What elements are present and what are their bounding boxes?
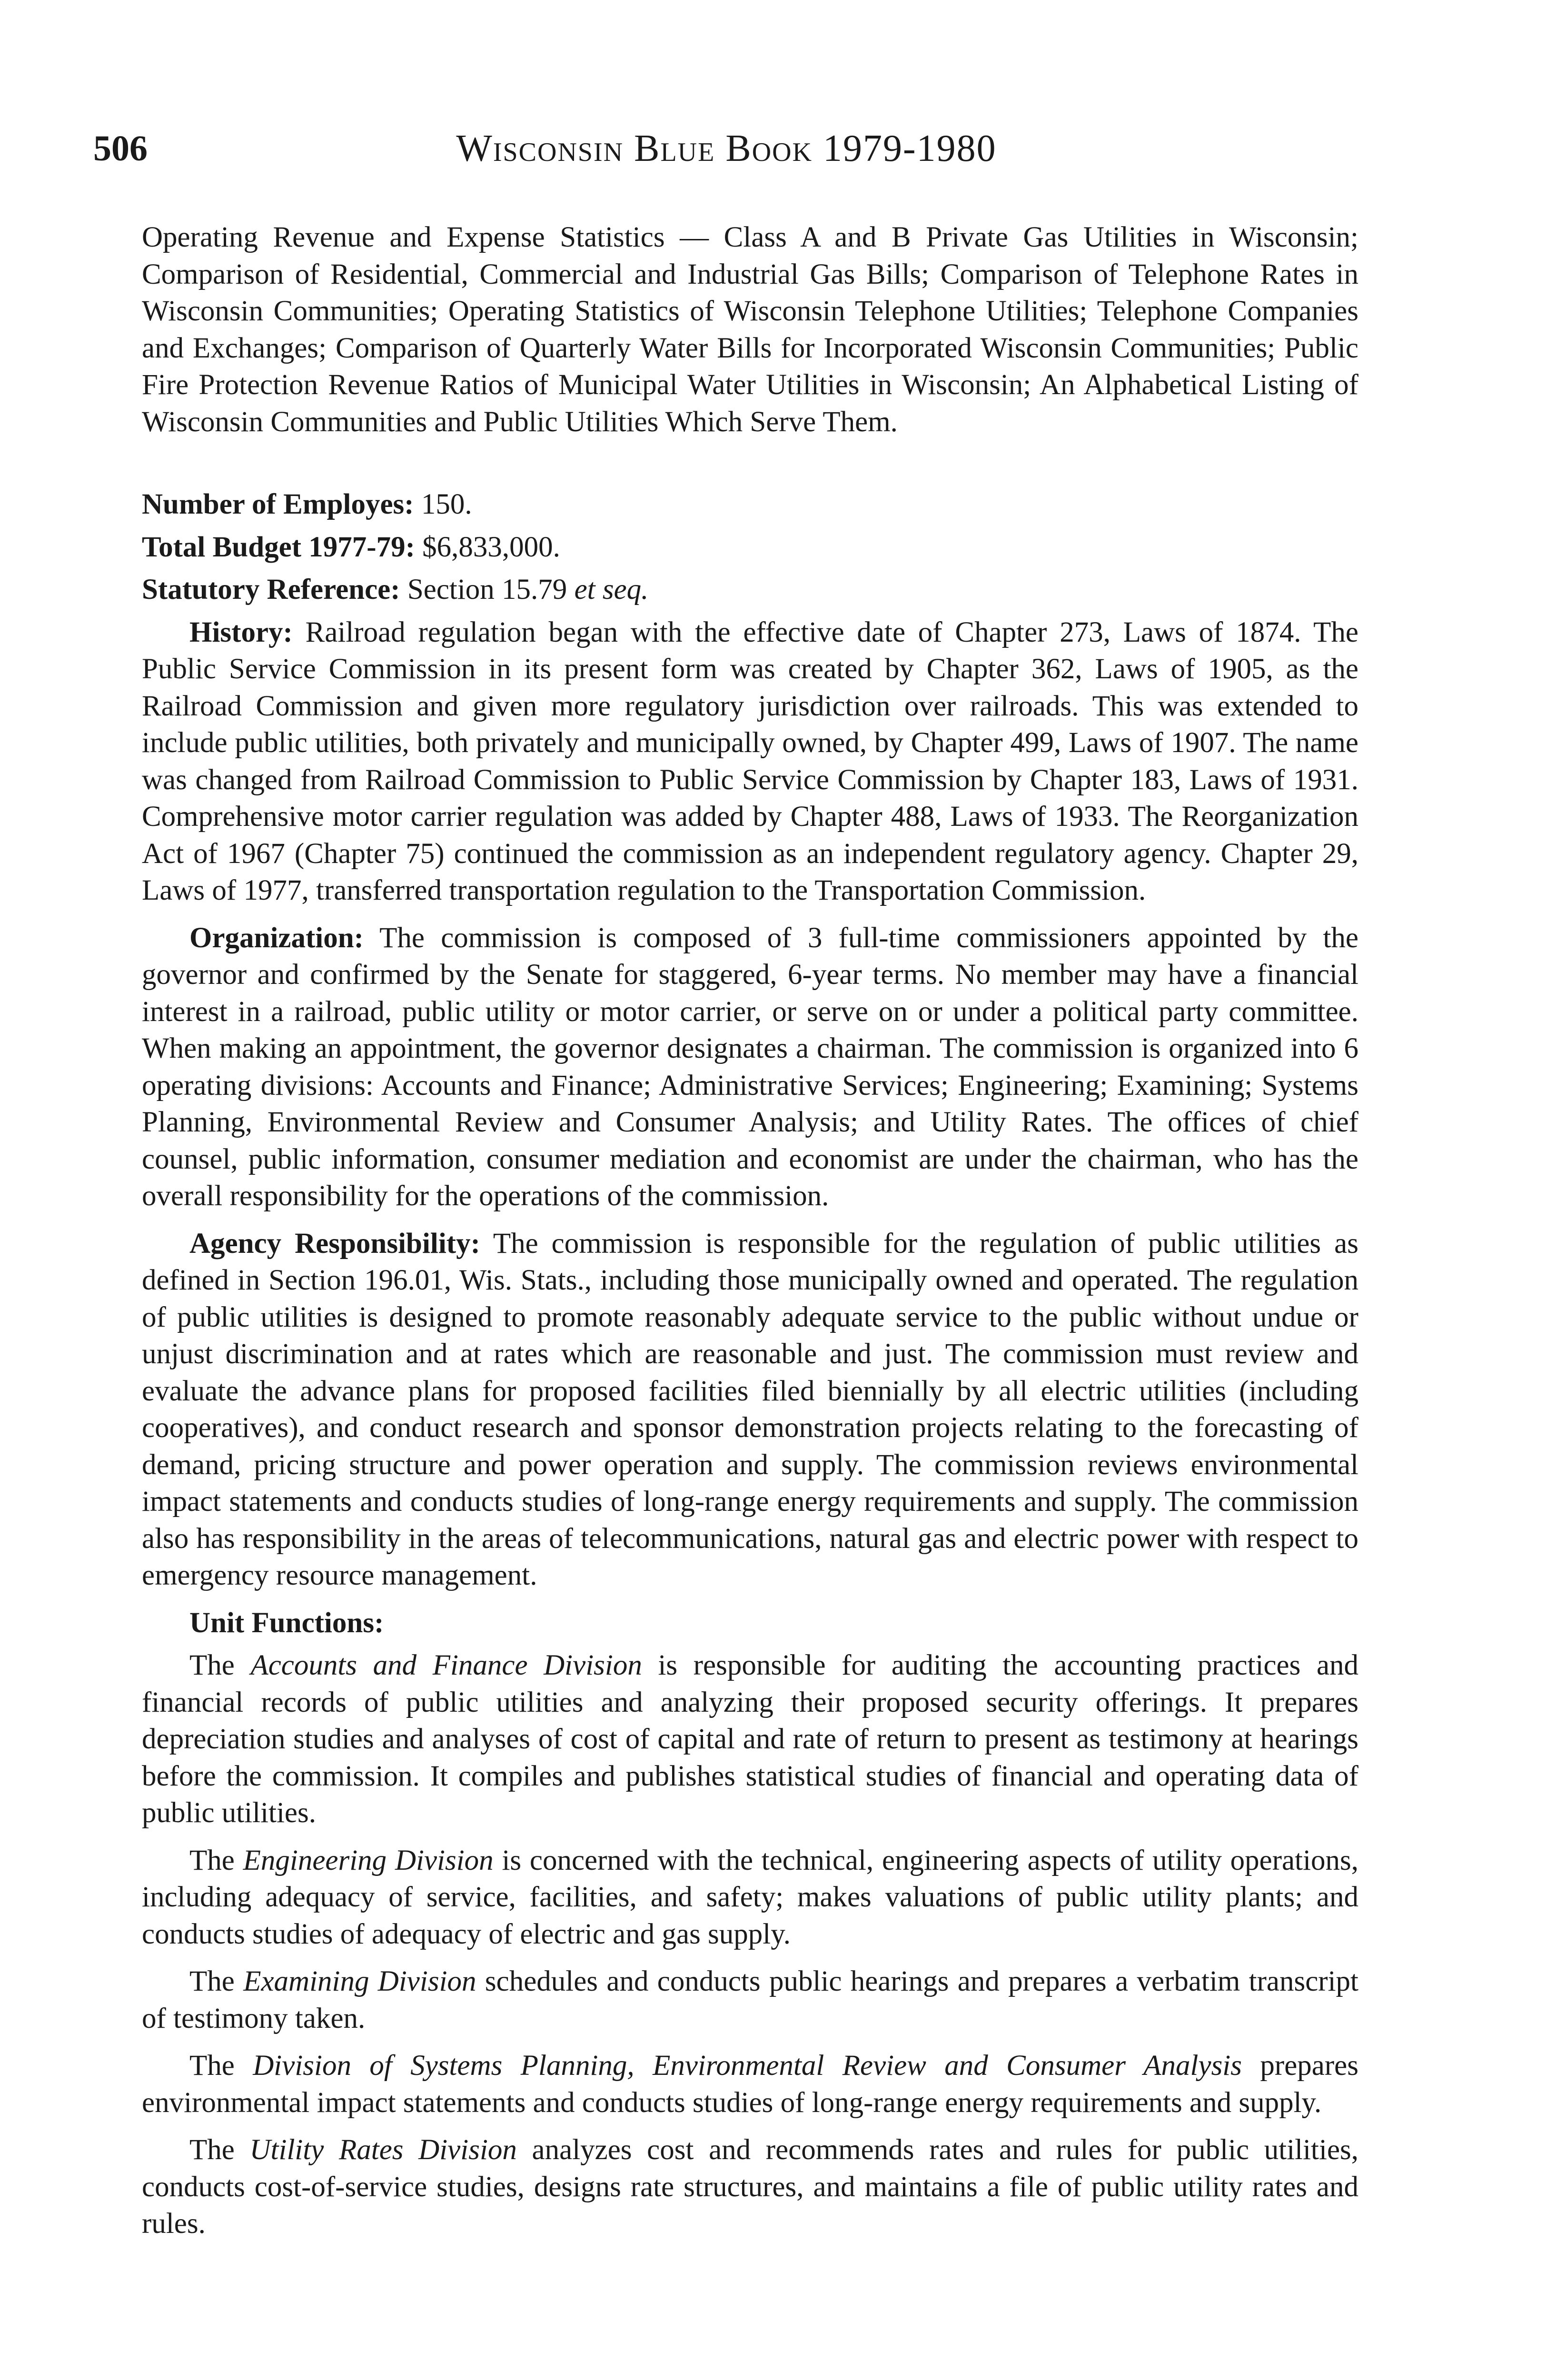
unit-function-text: schedules and conducts public hearings and prepares a verbatim transcript of testimony taken. xyxy=(142,1965,1359,2034)
division-name: Examining Division xyxy=(243,1965,476,1997)
unit-function-lead: The xyxy=(189,1844,235,1876)
statutory-line xyxy=(142,571,1358,608)
history-paragraph xyxy=(142,614,1358,909)
unit-function-examining xyxy=(142,1963,1358,2037)
page-header xyxy=(93,125,1359,172)
history-label: History: xyxy=(189,616,293,648)
unit-function-text: analyzes cost and recommends rates and rules for public utilities, conducts cost-of-service studies, designs rate structures, and maintains a file of public utility rates and rules. xyxy=(142,2134,1359,2240)
employees-line xyxy=(142,486,1358,523)
agency-responsibility-text: The commission is responsible for the regulation of public utilities as defined in Section 196.01, Wis. Stats., including those municipally owned and operated. The regulation of public utilities is designed to promote reasonably adequate service to the public without undue or unjust discrimination and at rates which are reasonable and just. The commission must review and evaluate the advance plans for proposed facilities filed biennially by all electric utilities (including cooperatives), and conduct research and sponsor demonstration projects relating to the forecasting of demand, pricing structure and power operation and supply. The commission reviews environmental impact statements and conducts studies of long-range energy requirements and supply. The commission also has responsibility in the areas of telecommunications, natural gas and electric power with respect to emergency resource management. xyxy=(142,1227,1358,1591)
statutory-value: Section 15.79 xyxy=(407,574,567,605)
unit-function-text: is concerned with the technical, engineering aspects of utility operations, including adequacy of service, facilities, and safety; makes valuations of public utility plants; and conducts studies of adequacy of electric and gas supply. xyxy=(142,1844,1359,1950)
unit-function-utility-rates xyxy=(142,2132,1358,2242)
statutory-suffix: et seq. xyxy=(574,574,649,605)
intro-text: Operating Revenue and Expense Statistics — Class A and B Private Gas Utilities in Wisconsin; Comparison of Residential, Commercial and Industrial Gas Bills; Comparison of Telephone Rates in Wisconsin Communities; Operating Statistics of Wisconsin Telephone Utilities; Telephone Companies and Exchanges; Comparison of Quarterly Water Bills for Incorporated Wisconsin Communities; Public Fire Protection Revenue Ratios of Municipal Water Utilities in Wisconsin; An Alphabetical Listing of Wisconsin Communities and Public Utilities Which Serve Them. xyxy=(142,221,1358,438)
unit-function-lead: The xyxy=(189,1649,235,1681)
unit-function-lead: The xyxy=(189,2134,235,2166)
division-name: Engineering Division xyxy=(243,1844,494,1876)
unit-function-lead: The xyxy=(189,1965,235,1997)
division-name: Accounts and Finance Division xyxy=(250,1649,642,1681)
agency-responsibility-label: Agency Responsibility: xyxy=(189,1227,480,1259)
employees-value: 150. xyxy=(421,488,472,520)
budget-label: Total Budget 1977-79: xyxy=(142,531,415,563)
unit-function-text: is responsible for auditing the accounting practices and financial records of public utilities and analyzing their proposed security offerings. It prepares depreciation studies and analyses of cost of capital and rate of return to present as testimony at hearings before the commission. It compiles and publishes statistical studies of financial and operating data of public utilities. xyxy=(142,1649,1359,1829)
budget-value: $6,833,000. xyxy=(422,531,560,563)
history-text: Railroad regulation began with the effective date of Chapter 273, Laws of 1874. The Public Service Commission in its present form was created by Chapter 362, Laws of 1905, as the Railroad Commission and given more regulatory jurisdiction over railroads. This was extended to include public utilities, both privately and municipally owned, by Chapter 499, Laws of 1907. The name was changed from Railroad Commission to Public Service Commission by Chapter 183, Laws of 1931. Comprehensive motor carrier regulation was added by Chapter 488, Laws of 1933. The Reorganization Act of 1967 (Chapter 75) continued the commission as an independent regulatory agency. Chapter 29, Laws of 1977, transferred transportation regulation to the Transportation Commission. xyxy=(142,616,1359,906)
unit-function-lead: The xyxy=(189,2050,235,2082)
page-number: 506 xyxy=(93,129,148,169)
unit-function-text: prepares environmental impact statements and conducts studies of long-range energy requirements and supply. xyxy=(142,2050,1358,2119)
organization-paragraph xyxy=(142,920,1358,1215)
division-name: Division of Systems Planning, Environmental Review and Consumer Analysis xyxy=(253,2050,1242,2082)
intro-paragraph xyxy=(142,219,1358,440)
statutory-label: Statutory Reference: xyxy=(142,574,400,605)
unit-function-engineering xyxy=(142,1842,1358,1953)
unit-function-systems-planning xyxy=(142,2047,1358,2121)
unit-function-accounts-finance xyxy=(142,1647,1358,1832)
organization-label: Organization: xyxy=(189,922,364,954)
running-title: Wisconsin Blue Book 1979-1980 xyxy=(456,128,997,169)
unit-functions-heading: Unit Functions: xyxy=(189,1606,384,1639)
budget-line xyxy=(142,529,1358,566)
organization-text: The commission is composed of 3 full-time commissioners appointed by the governor and confirmed by the Senate for staggered, 6-year terms. No member may have a financial interest in a railroad, public utility or motor carrier, or serve on or under a political party committee. When making an appointment, the governor designates a chairman. The commission is organized into 6 operating divisions: Accounts and Finance; Administrative Services; Engineering; Examining; Systems Planning, Environmental Review and Consumer Analysis; and Utility Rates. The offices of chief counsel, public information, consumer mediation and economist are under the chairman, who has the overall responsibility for the operations of the commission. xyxy=(142,922,1358,1212)
agency-responsibility-paragraph xyxy=(142,1225,1358,1594)
division-name: Utility Rates Division xyxy=(249,2134,517,2166)
employees-label: Number of Employes: xyxy=(142,488,414,520)
body-text xyxy=(142,219,1358,2242)
